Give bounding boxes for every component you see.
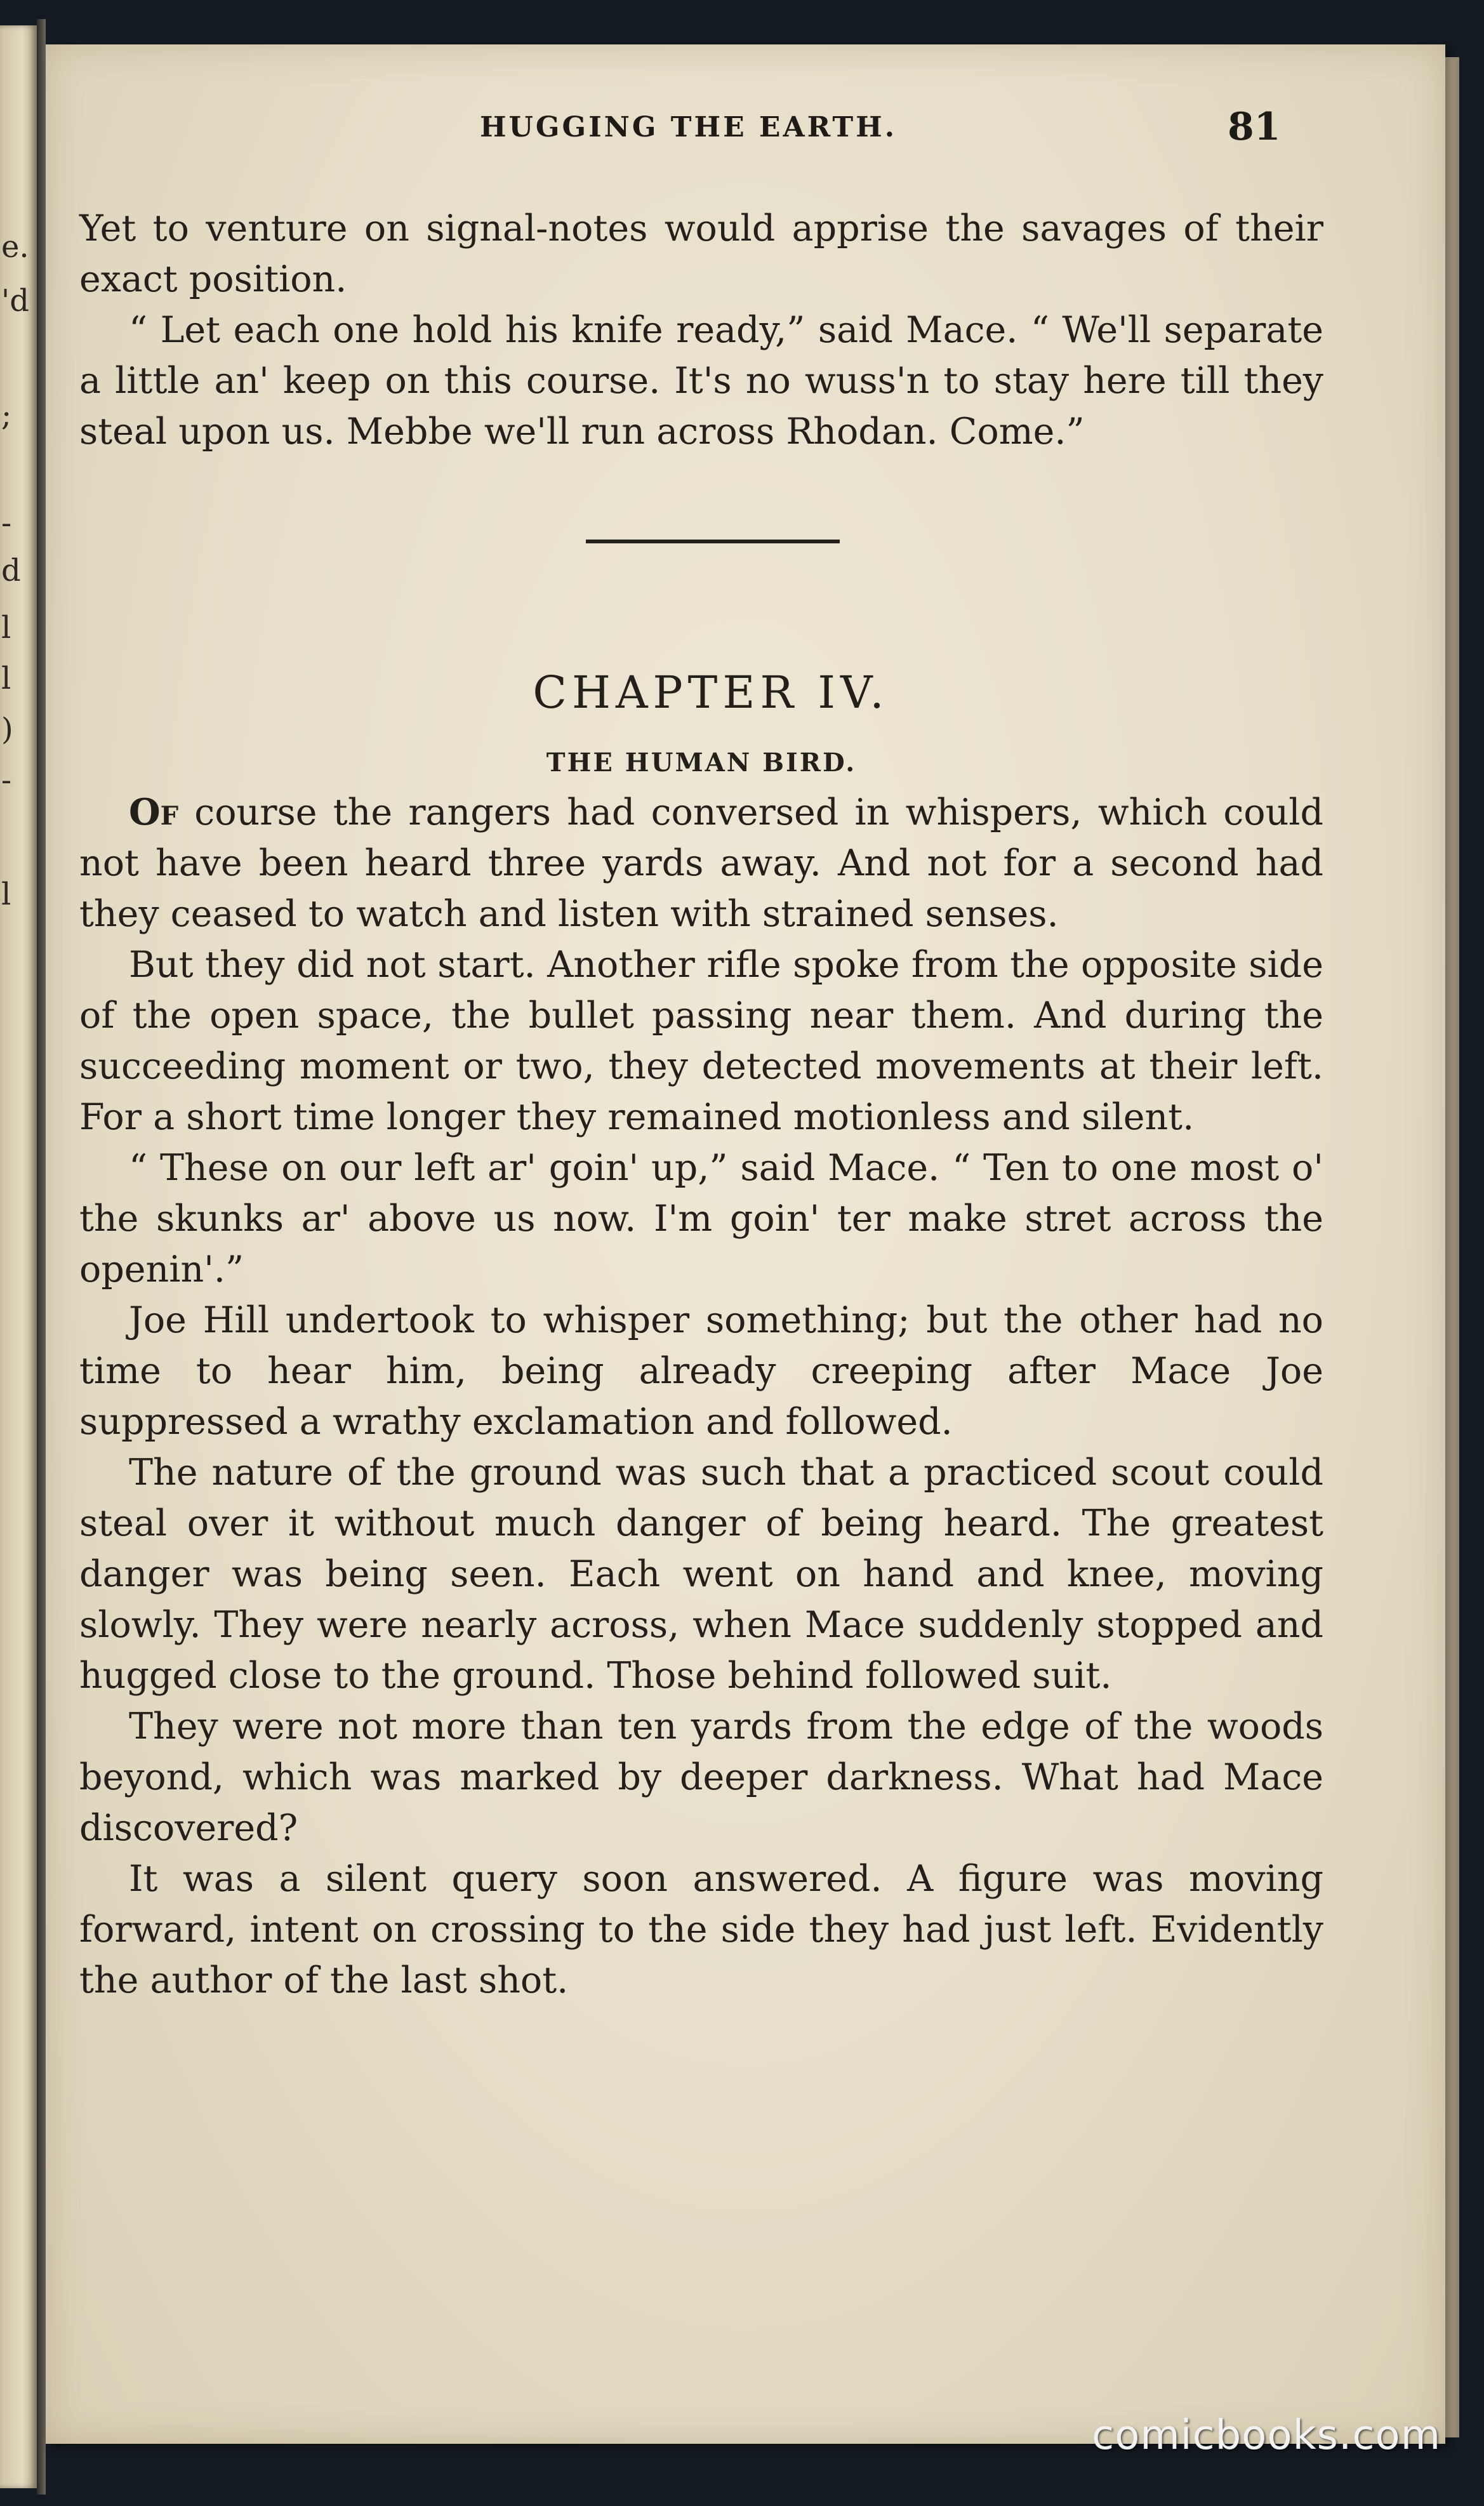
section-divider bbox=[586, 540, 840, 543]
left-page-fragment: ; bbox=[1, 397, 12, 433]
paragraph bbox=[79, 787, 1323, 939]
running-head: HUGGING THE EARTH. bbox=[479, 111, 898, 143]
left-page-fragment: - bbox=[1, 505, 12, 541]
left-page-fragment: d bbox=[1, 553, 21, 588]
page-number: 81 bbox=[1228, 105, 1281, 149]
left-page-edge bbox=[0, 25, 37, 2488]
paragraph: Yet to venture on signal-notes would apprise the savages of their exact position. bbox=[79, 208, 1323, 300]
paragraph: They were not more than ten yards from the edge of the woods beyond, which was marked by deeper darkness. What had Mace discovered? bbox=[79, 1706, 1323, 1849]
drop-cap: Of bbox=[129, 791, 179, 833]
paragraph: “ Let each one hold his knife ready,” said Mace. “ We'll separate a little an' keep on this course. It's no wuss'n to stay here till they steal upon us. Mebbe we'll run across Rhodan. Come.” bbox=[79, 309, 1323, 453]
paragraph: Joe Hill undertook to whisper something; but the other had no time to hear him, being already creeping after Mace Joe suppressed a wrathy exclamation and followed. bbox=[79, 1299, 1323, 1443]
left-page-fragment: l bbox=[1, 610, 11, 646]
chapter-title: CHAPTER IV. bbox=[533, 666, 889, 719]
page-edge-stack bbox=[1445, 57, 1459, 2437]
chapter-subtitle: THE HUMAN BIRD. bbox=[546, 748, 857, 778]
left-page-fragment: ) bbox=[1, 712, 13, 747]
book-gutter bbox=[37, 19, 46, 2495]
left-page-fragment: l bbox=[1, 661, 11, 696]
left-page-fragment: e. bbox=[1, 229, 29, 265]
paragraph: “ These on our left ar' goin' up,” said Mace. “ Ten to one most o' the skunks ar' above us now. I'm goin' ter make stret across the openin'.” bbox=[79, 1147, 1323, 1290]
left-page-fragment: l bbox=[1, 877, 11, 912]
watermark: comicbooks.com bbox=[1092, 2412, 1441, 2459]
book-page bbox=[46, 44, 1445, 2444]
paragraph: It was a silent query soon answered. A figure was moving forward, intent on crossing to the side they had just left. Evidently the author of the last shot. bbox=[79, 1858, 1323, 2001]
left-page-fragment: 'd bbox=[1, 283, 29, 319]
page-text bbox=[79, 203, 1323, 2006]
left-page-fragment: - bbox=[1, 762, 12, 798]
paragraph: But they did not start. Another rifle spoke from the opposite side of the open space, the bullet passing near them. And during the succeeding moment or two, they detected movements at their left. For a short time longer they remained motionless and silent. bbox=[79, 944, 1323, 1138]
paragraph: The nature of the ground was such that a practiced scout could steal over it without much danger of being heard. The greatest danger was being seen. Each went on hand and knee, moving slowly. They were nearly across, when Mace suddenly stopped and hugged close to the ground. Those behind followed suit. bbox=[79, 1452, 1323, 1697]
paragraph-text: course the rangers had conversed in whispers, which could not have been heard three yards away. And not for a second had they ceased to watch and listen with strained senses. bbox=[79, 792, 1323, 935]
